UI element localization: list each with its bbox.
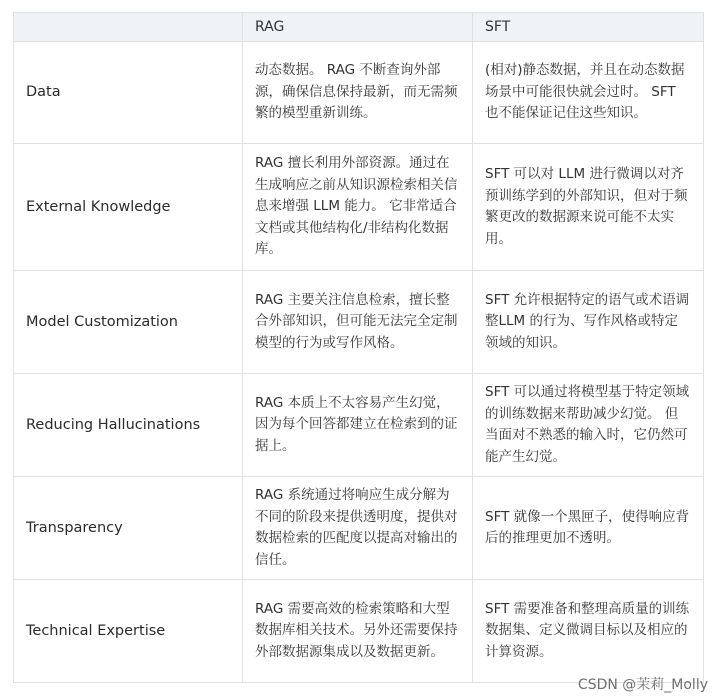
sft-cell: SFT 可以对 LLM 进行微调以对齐预训练学到的外部知识，但对于频繁更改的数据源来说可能不太实用。 [473,144,704,271]
row-label: Transparency [14,477,243,580]
comparison-table [13,12,704,683]
row-label: External Knowledge [14,144,243,271]
header-sft: SFT [473,13,704,42]
header-row [14,13,704,42]
table-row [14,477,704,580]
table-row [14,42,704,144]
row-label: Data [14,42,243,144]
rag-cell: 动态数据。 RAG 不断查询外部源，确保信息保持最新，而无需频繁的模型重新训练。 [243,42,473,144]
sft-cell: SFT 允许根据特定的语气或术语调整LLM 的行为、写作风格或特定领域的知识。 [473,271,704,374]
rag-cell: RAG 本质上不太容易产生幻觉，因为每个回答都建立在检索到的证据上。 [243,374,473,477]
rag-cell: RAG 主要关注信息检索，擅长整合外部知识，但可能无法完全定制模型的行为或写作风格。 [243,271,473,374]
sft-cell: SFT 需要准备和整理高质量的训练数据集、定义微调目标以及相应的计算资源。 [473,580,704,683]
rag-cell: RAG 系统通过将响应生成分解为不同的阶段来提供透明度，提供对数据检索的匹配度以提高对输出的信任。 [243,477,473,580]
table-row [14,144,704,271]
sft-cell: (相对)静态数据，并且在动态数据场景中可能很快就会过时。 SFT 也不能保证记住这些知识。 [473,42,704,144]
row-label: Model Customization [14,271,243,374]
watermark: CSDN @茉莉_Molly [577,677,708,693]
sft-cell: SFT 就像一个黑匣子，使得响应背后的推理更加不透明。 [473,477,704,580]
rag-cell: RAG 需要高效的检索策略和大型数据库相关技术。另外还需要保持外部数据源集成以及数据更新。 [243,580,473,683]
table-row [14,580,704,683]
table-row [14,374,704,477]
table-row [14,271,704,374]
header-empty [14,13,243,42]
row-label: Reducing Hallucinations [14,374,243,477]
header-rag: RAG [243,13,473,42]
sft-cell: SFT 可以通过将模型基于特定领域的训练数据来帮助减少幻觉。 但当面对不熟悉的输入时，它仍然可能产生幻觉。 [473,374,704,477]
row-label: Technical Expertise [14,580,243,683]
rag-cell: RAG 擅长利用外部资源。通过在生成响应之前从知识源检索相关信息来增强 LLM 能力。 它非常适合文档或其他结构化/非结构化数据库。 [243,144,473,271]
